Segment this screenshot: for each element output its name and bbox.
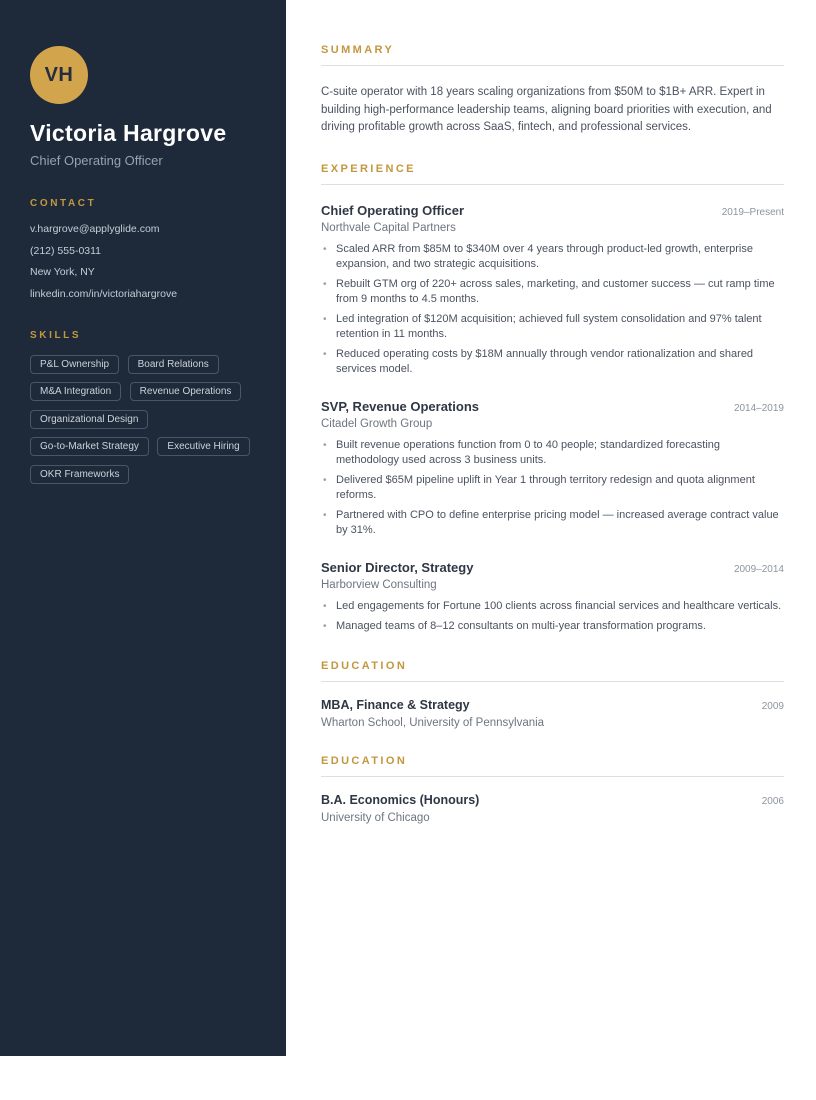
main-content bbox=[286, 0, 816, 850]
job-dates: 2014–2019 bbox=[733, 402, 784, 414]
education-heading: EDUCATION bbox=[321, 755, 784, 777]
summary-heading: SUMMARY bbox=[321, 44, 784, 66]
person-title: Chief Operating Officer bbox=[30, 153, 163, 168]
summary-section bbox=[321, 44, 784, 137]
contact-heading: CONTACT bbox=[30, 198, 97, 209]
job-title: Chief Operating Officer bbox=[321, 202, 465, 218]
skill-pill: Executive Hiring bbox=[157, 437, 249, 456]
contact-list bbox=[30, 223, 260, 300]
job-bullet: • Reduced operating costs by $18M annually through vendor rationalization and shared services model. bbox=[321, 347, 784, 377]
job-entry bbox=[321, 560, 784, 634]
education-entry bbox=[321, 698, 784, 729]
education-header bbox=[321, 698, 784, 712]
job-bullet: • Rebuilt GTM org of 220+ across sales, marketing, and customer success — cut ramp time from 9 months to 4.5 months. bbox=[321, 277, 784, 307]
education-year: 2006 bbox=[761, 795, 784, 807]
skills-list bbox=[30, 355, 260, 484]
job-dates: 2009–2014 bbox=[733, 563, 784, 575]
contact-email: v.hargrove@applyglide.com bbox=[30, 223, 160, 235]
job-bullet: • Partnered with CPO to define enterprise pricing model — increased average contract value by 31%. bbox=[321, 508, 784, 538]
job-company: Harborview Consulting bbox=[321, 578, 437, 591]
experience-heading: EXPERIENCE bbox=[321, 163, 784, 185]
education-section-2 bbox=[321, 755, 784, 824]
job-bullet: • Scaled ARR from $85M to $340M over 4 years through product-led growth, enterprise expansion, and two strategic acquisitions. bbox=[321, 242, 784, 272]
job-bullet: • Delivered $65M pipeline uplift in Year 1 through territory redesign and quota alignment reforms. bbox=[321, 473, 784, 503]
sidebar bbox=[0, 0, 286, 1056]
education-school: University of Chicago bbox=[321, 811, 430, 824]
job-dates: 2019–Present bbox=[721, 206, 784, 218]
job-bullet: • Led integration of $120M acquisition; achieved full system consolidation and 97% talent retention in 11 months. bbox=[321, 312, 784, 342]
education-heading: EDUCATION bbox=[321, 660, 784, 682]
avatar bbox=[30, 46, 88, 104]
job-header bbox=[321, 399, 784, 414]
skill-pill: OKR Frameworks bbox=[30, 465, 129, 484]
skill-pill: Board Relations bbox=[128, 355, 219, 374]
contact-location: New York, NY bbox=[30, 266, 95, 278]
job-bullet: • Led engagements for Fortune 100 clients across financial services and healthcare verticals. bbox=[321, 599, 784, 614]
skills-heading: SKILLS bbox=[30, 329, 82, 341]
job-company: Citadel Growth Group bbox=[321, 417, 433, 430]
education-school: Wharton School, University of Pennsylvania bbox=[321, 716, 545, 729]
job-title: Senior Director, Strategy bbox=[321, 559, 474, 575]
job-company: Northvale Capital Partners bbox=[321, 221, 456, 234]
contact-linkedin: linkedin.com/in/victoriahargrove bbox=[30, 287, 178, 300]
contact-phone: (212) 555-0311 bbox=[30, 244, 102, 257]
skill-pill: P&L Ownership bbox=[30, 355, 119, 374]
job-bullet: • Built revenue operations function from 0 to 40 people; standardized forecasting methodology used across 3 business units. bbox=[321, 438, 784, 468]
education-entry bbox=[321, 793, 784, 824]
job-bullet: • Managed teams of 8–12 consultants on multi-year transformation programs. bbox=[321, 619, 784, 634]
job-header bbox=[321, 203, 784, 218]
job-bullets bbox=[321, 438, 784, 538]
experience-section bbox=[321, 163, 784, 634]
education-degree: MBA, Finance & Strategy bbox=[321, 697, 470, 712]
job-entry bbox=[321, 399, 784, 538]
skill-pill: Organizational Design bbox=[30, 410, 148, 429]
job-bullets bbox=[321, 242, 784, 377]
skill-pill: M&A Integration bbox=[30, 382, 121, 401]
education-header bbox=[321, 793, 784, 807]
summary-text: C-suite operator with 18 years scaling organizations from $50M to $1B+ ARR. Expert in building high-performance leadership teams, aligning board priorities with execution, and driving profitable growth across SaaS, fintech, and professional services. bbox=[321, 86, 772, 133]
skill-pill: Revenue Operations bbox=[130, 382, 242, 401]
job-bullets bbox=[321, 599, 784, 634]
job-entry bbox=[321, 203, 784, 377]
education-year: 2009 bbox=[761, 700, 784, 712]
job-header bbox=[321, 560, 784, 575]
education-degree: B.A. Economics (Honours) bbox=[321, 792, 480, 807]
skill-pill: Go-to-Market Strategy bbox=[30, 437, 149, 456]
person-name: Victoria Hargrove bbox=[30, 120, 227, 146]
education-section-1 bbox=[321, 660, 784, 729]
avatar-initials: VH bbox=[44, 63, 74, 86]
job-title: SVP, Revenue Operations bbox=[321, 398, 479, 414]
